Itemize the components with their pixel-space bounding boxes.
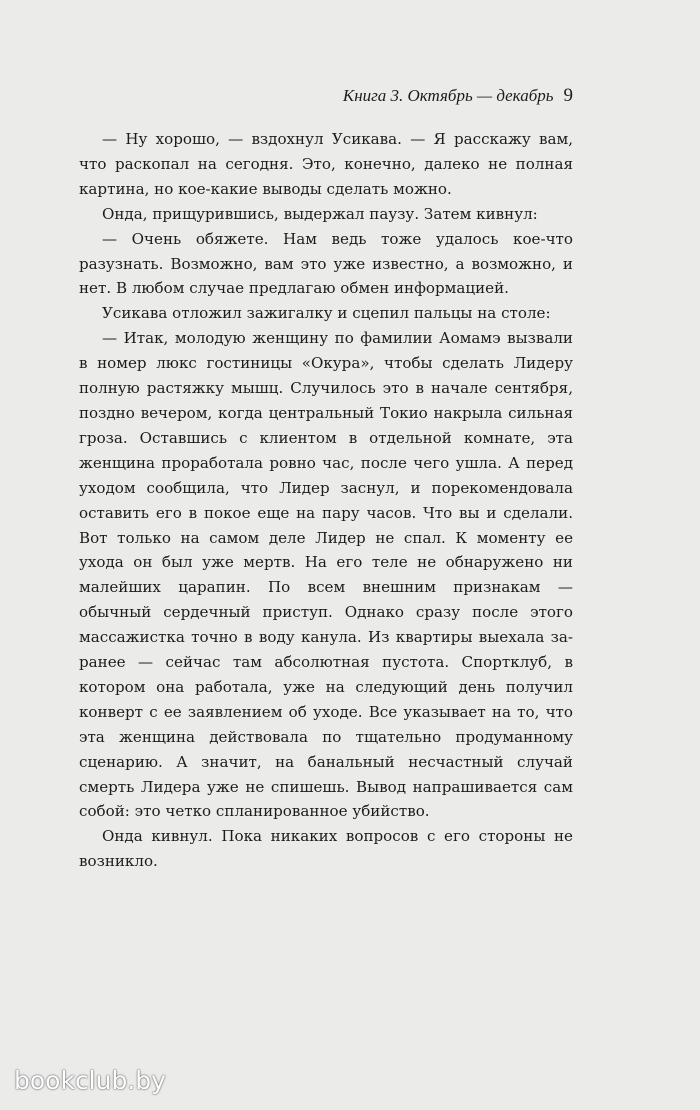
paragraph: Онда кивнул. Пока никаких вопросов с его стороны не возникло.: [79, 827, 573, 871]
body-text: [79, 127, 573, 874]
paragraph: Онда, прищурившись, выдержал паузу. Затем кивнул:: [102, 204, 538, 223]
paragraph: — Ну хорошо, — вздохнул Усикава. — Я расскажу вам, что раскопал на сегодня. Это, конечно, далеко не полная картина, но кое-какие выводы сделать можно.: [79, 130, 573, 198]
site-watermark: bookclub.by: [14, 1066, 166, 1095]
running-title: Книга 3. Октябрь — декабрь: [342, 86, 554, 105]
paragraph: Усикава отложил зажигалку и сцепил пальцы на столе:: [102, 304, 551, 323]
running-head: [80, 84, 573, 108]
paragraph: — Очень обяжете. Нам ведь тоже удалось кое-что разузнать. Возможно, вам это уже известно, а возможно, и нет. В любом случае предлагаю обмен информацией.: [79, 229, 573, 298]
page-number: 9: [563, 85, 573, 106]
paragraph: — Итак, молодую женщину по фамилии Аомамэ вызвали в номер люкс гостиницы «Окура», чтобы сделать Лидеру полную растяжку мышц. Случилось это в начале сентября, поздно вечером, когда центральный Токио накрыла сильная гроза. Оставшись с клиентом в отдельной комнате, эта женщина проработала ровно час, после чего ушла. А перед уходом сообщила, что Лидер заснул, и порекомендовала оставить его в покое еще на пару часов. Что вы и сделали. Вот только на самом деле Лидер не спал. К моменту ее ухода он был уже мертв. На его теле не обнаружено ни малейших царапин. По всем внешним признакам — обычный сердечный приступ. Однако сразу после этого массажистка точно в воду канула. Из квартиры выехала заранее — сейчас там абсолютная пустота. Спортклуб, в котором она работала, уже на следующий день получил конверт с ее заявлением об уходе. Все указывает на то, что эта женщина действовала по тщательно продуманному сценарию. А значит, на банальный несчастный случай смерть Лидера уже не спишешь. Вывод напрашивается сам собой: это четко спланированное убийство.: [79, 329, 573, 821]
